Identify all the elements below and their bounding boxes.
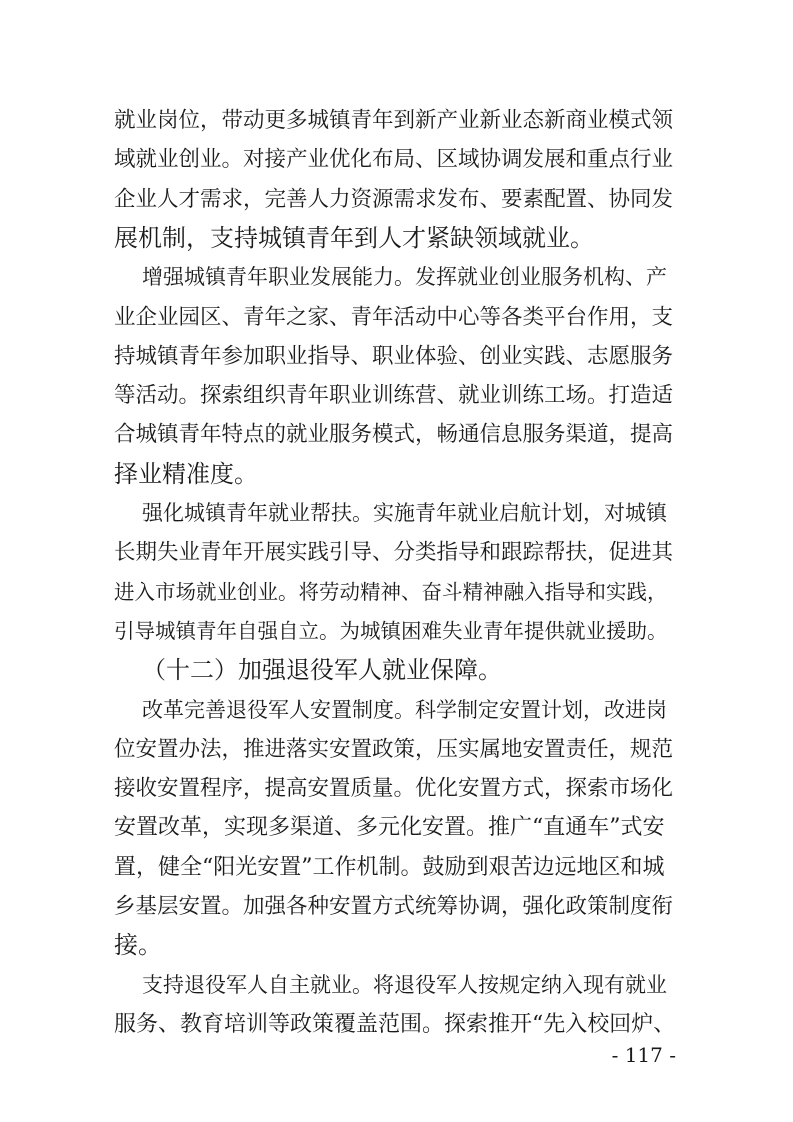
body-text-line: 等活动。探索组织青年职业训练营、就业训练工场。打造适: [114, 383, 674, 408]
body-text-line: 进入市场就业创业。将劳动精神、奋斗精神融入指导和实践，: [114, 580, 668, 604]
page-number: - 117 -: [611, 1043, 676, 1067]
body-text-line: 业企业园区、青年之家、青年活动中心等各类平台作用，支: [114, 305, 674, 330]
body-text-line: 就业岗位，带动更多城镇青年到新产业新业态新商业模式领: [114, 108, 674, 133]
body-text-line: 域就业创业。对接产业优化布局、区域协调发展和重点行业: [114, 147, 674, 172]
body-text-line: 接收安置程序，提高安置质量。优化安置方式，探索市场化: [114, 776, 674, 801]
body-text-line: 长期失业青年开展实践引导、分类指导和跟踪帮扶，促进其: [114, 540, 674, 565]
paragraph-first-line: 增强城镇青年职业发展能力。发挥就业创业服务机构、产: [142, 265, 667, 289]
body-text-line: 乡基层安置。加强各种安置方式统筹协调，强化政策制度衔: [114, 894, 674, 919]
body-text-line: 持城镇青年参加职业指导、职业体验、创业实践、志愿服务: [114, 344, 674, 369]
body-text-line: 服务、教育培训等政策覆盖范围。探索推开“先入校回炉、: [114, 1012, 676, 1037]
paragraph-first-line: 改革完善退役军人安置制度。科学制定安置计划，改进岗: [142, 698, 667, 722]
body-text-line: 安置改革，实现多渠道、多元化安置。推广“直通车”式安: [114, 815, 665, 840]
body-text-line: 择业精准度。: [114, 460, 258, 488]
paragraph-first-line: 强化城镇青年就业帮扶。实施青年就业启航计划，对城镇: [142, 501, 667, 525]
body-text-line: 企业人才需求，完善人力资源需求发布、要素配置、协同发: [114, 187, 674, 212]
paragraph-first-line: 支持退役军人自主就业。将退役军人按规定纳入现有就业: [142, 973, 667, 997]
body-text-line: 合城镇青年特点的就业服务模式，畅通信息服务渠道，提高: [114, 422, 674, 447]
body-text-line: 置，健全“阳光安置”工作机制。鼓励到艰苦边远地区和城: [114, 855, 665, 880]
section-heading: （十二）加强退役军人就业保障。: [142, 656, 502, 684]
body-text-line: 接。: [114, 931, 162, 959]
body-text-line: 展机制，支持城镇青年到人才紧缺领域就业。: [114, 224, 594, 252]
body-text-line: 位安置办法，推进落实安置政策，压实属地安置责任，规范: [114, 737, 674, 762]
body-text-line: 引导城镇青年自强自立。为城镇困难失业青年提供就业援助。: [114, 619, 668, 643]
